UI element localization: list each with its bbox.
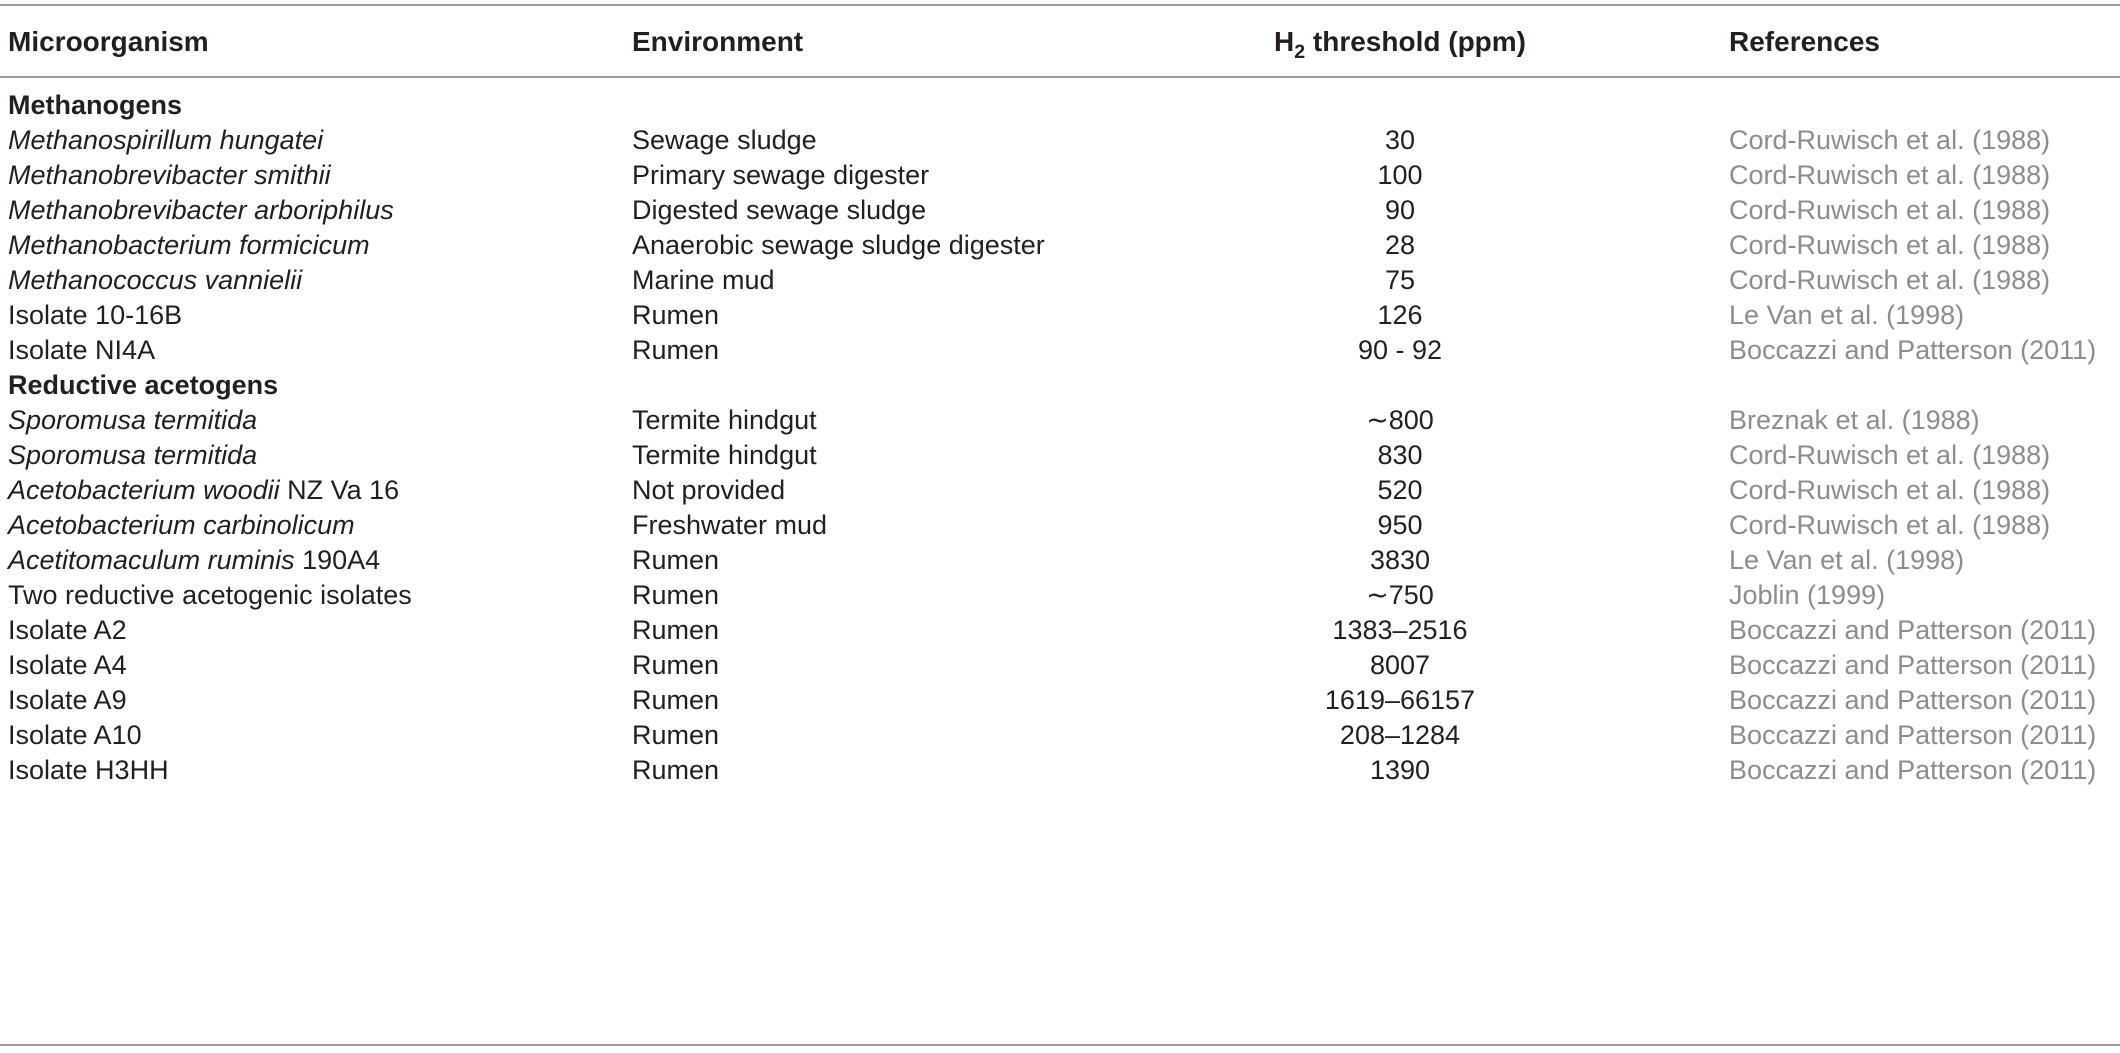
microorganism-italic-name: Acetitomaculum ruminis xyxy=(8,545,295,575)
threshold-cell: 30 xyxy=(1384,125,1416,155)
microorganism-italic-name: Methanospirillum hungatei xyxy=(8,125,324,155)
environment-cell: Rumen xyxy=(632,335,720,365)
microorganism-italic-name: Methanococcus vannielii xyxy=(8,265,303,295)
microorganism-plain-name: Isolate A10 xyxy=(8,720,142,750)
threshold-cell: 1390 xyxy=(1369,755,1431,785)
header-bottom-rule xyxy=(0,76,2120,78)
reference-link[interactable]: Boccazzi and Patterson (2011) xyxy=(1729,335,2097,365)
environment-cell: Freshwater mud xyxy=(632,510,828,540)
threshold-cell: ∼750 xyxy=(1366,580,1434,610)
microorganism-italic-name: Sporomusa termitida xyxy=(8,405,258,435)
environment-cell: Rumen xyxy=(632,650,720,680)
threshold-cell: ∼800 xyxy=(1366,405,1434,435)
environment-cell: Marine mud xyxy=(632,265,775,295)
header-threshold-suffix: threshold (ppm) xyxy=(1305,26,1526,57)
reference-link[interactable]: Boccazzi and Patterson (2011) xyxy=(1729,720,2097,750)
microorganism-plain-name: 190A4 xyxy=(294,545,381,575)
reference-link[interactable]: Boccazzi and Patterson (2011) xyxy=(1729,615,2097,645)
threshold-cell: 1619–66157 xyxy=(1324,685,1476,715)
header-threshold-prefix: H xyxy=(1273,26,1295,57)
threshold-cell: 950 xyxy=(1377,510,1423,540)
threshold-cell: 90 - 92 xyxy=(1357,335,1443,365)
header-microorganism: Microorganism xyxy=(8,26,209,57)
reference-link[interactable]: Joblin (1999) xyxy=(1729,580,1886,610)
environment-cell: Primary sewage digester xyxy=(632,160,930,190)
threshold-cell: 100 xyxy=(1377,160,1423,190)
microorganism-italic-name: Acetobacterium carbinolicum xyxy=(8,510,355,540)
reference-link[interactable]: Le Van et al. (1998) xyxy=(1729,545,1965,575)
environment-cell: Termite hindgut xyxy=(632,405,817,435)
microorganism-italic-name: Sporomusa termitida xyxy=(8,440,258,470)
environment-cell: Rumen xyxy=(632,615,720,645)
environment-cell: Rumen xyxy=(632,685,720,715)
threshold-cell: 126 xyxy=(1377,300,1423,330)
microorganism-italic-name: Methanobrevibacter arboriphilus xyxy=(8,195,394,225)
reference-link[interactable]: Cord-Ruwisch et al. (1988) xyxy=(1729,475,2051,505)
microorganism-italic-name: Methanobacterium formicicum xyxy=(8,230,370,260)
microorganism-plain-name: Isolate A4 xyxy=(8,650,127,680)
threshold-cell: 3830 xyxy=(1369,545,1431,575)
environment-cell: Anaerobic sewage sludge digester xyxy=(632,230,1045,260)
header-h2-threshold xyxy=(1190,18,1610,66)
threshold-cell: 90 xyxy=(1384,195,1416,225)
environment-cell: Rumen xyxy=(632,720,720,750)
microorganism-plain-name: Isolate H3HH xyxy=(8,755,169,785)
threshold-cell: 75 xyxy=(1384,265,1416,295)
microorganism-cell xyxy=(8,747,169,794)
reference-link[interactable]: Cord-Ruwisch et al. (1988) xyxy=(1729,510,2051,540)
environment-cell: Digested sewage sludge xyxy=(632,195,927,225)
microorganism-plain-name: Isolate 10-16B xyxy=(8,300,183,330)
microorganism-italic-name: Methanobrevibacter smithii xyxy=(8,160,331,190)
table-row xyxy=(0,747,2120,794)
reference-link[interactable]: Cord-Ruwisch et al. (1988) xyxy=(1729,160,2051,190)
environment-cell: Rumen xyxy=(632,755,720,785)
reference-link[interactable]: Breznak et al. (1988) xyxy=(1729,405,1980,435)
header-environment: Environment xyxy=(632,26,804,57)
environment-cell: Rumen xyxy=(632,545,720,575)
environment-cell: Sewage sludge xyxy=(632,125,817,155)
environment-cell: Rumen xyxy=(632,300,720,330)
reference-link[interactable]: Cord-Ruwisch et al. (1988) xyxy=(1729,125,2051,155)
microorganism-italic-name: Acetobacterium woodii xyxy=(8,475,280,505)
group-title: Methanogens xyxy=(8,90,183,120)
group-title: Reductive acetogens xyxy=(8,370,279,400)
table-top-rule xyxy=(0,4,2120,6)
threshold-cell: 520 xyxy=(1377,475,1423,505)
reference-link[interactable]: Boccazzi and Patterson (2011) xyxy=(1729,685,2097,715)
threshold-cell: 830 xyxy=(1377,440,1423,470)
table-bottom-rule xyxy=(0,1044,2120,1046)
reference-link[interactable]: Cord-Ruwisch et al. (1988) xyxy=(1729,230,2051,260)
environment-cell: Not provided xyxy=(632,475,786,505)
threshold-cell: 28 xyxy=(1384,230,1416,260)
header-threshold-subscript: 2 xyxy=(1294,40,1306,63)
microorganism-plain-name: Isolate A2 xyxy=(8,615,127,645)
reference-link[interactable]: Boccazzi and Patterson (2011) xyxy=(1729,755,2097,785)
environment-cell: Termite hindgut xyxy=(632,440,817,470)
reference-link[interactable]: Boccazzi and Patterson (2011) xyxy=(1729,650,2097,680)
reference-link[interactable]: Cord-Ruwisch et al. (1988) xyxy=(1729,440,2051,470)
reference-link[interactable]: Le Van et al. (1998) xyxy=(1729,300,1965,330)
threshold-cell: 8007 xyxy=(1369,650,1431,680)
microorganism-plain-name: Isolate NI4A xyxy=(8,335,156,365)
reference-link[interactable]: Cord-Ruwisch et al. (1988) xyxy=(1729,265,2051,295)
threshold-cell: 1383–2516 xyxy=(1332,615,1468,645)
header-references: References xyxy=(1729,26,1880,57)
microorganism-plain-name: NZ Va 16 xyxy=(279,475,400,505)
reference-link[interactable]: Cord-Ruwisch et al. (1988) xyxy=(1729,195,2051,225)
table-header-row xyxy=(0,18,2120,66)
threshold-cell: 208–1284 xyxy=(1339,720,1461,750)
microorganism-plain-name: Two reductive acetogenic isolates xyxy=(8,580,412,610)
microorganism-plain-name: Isolate A9 xyxy=(8,685,127,715)
environment-cell: Rumen xyxy=(632,580,720,610)
